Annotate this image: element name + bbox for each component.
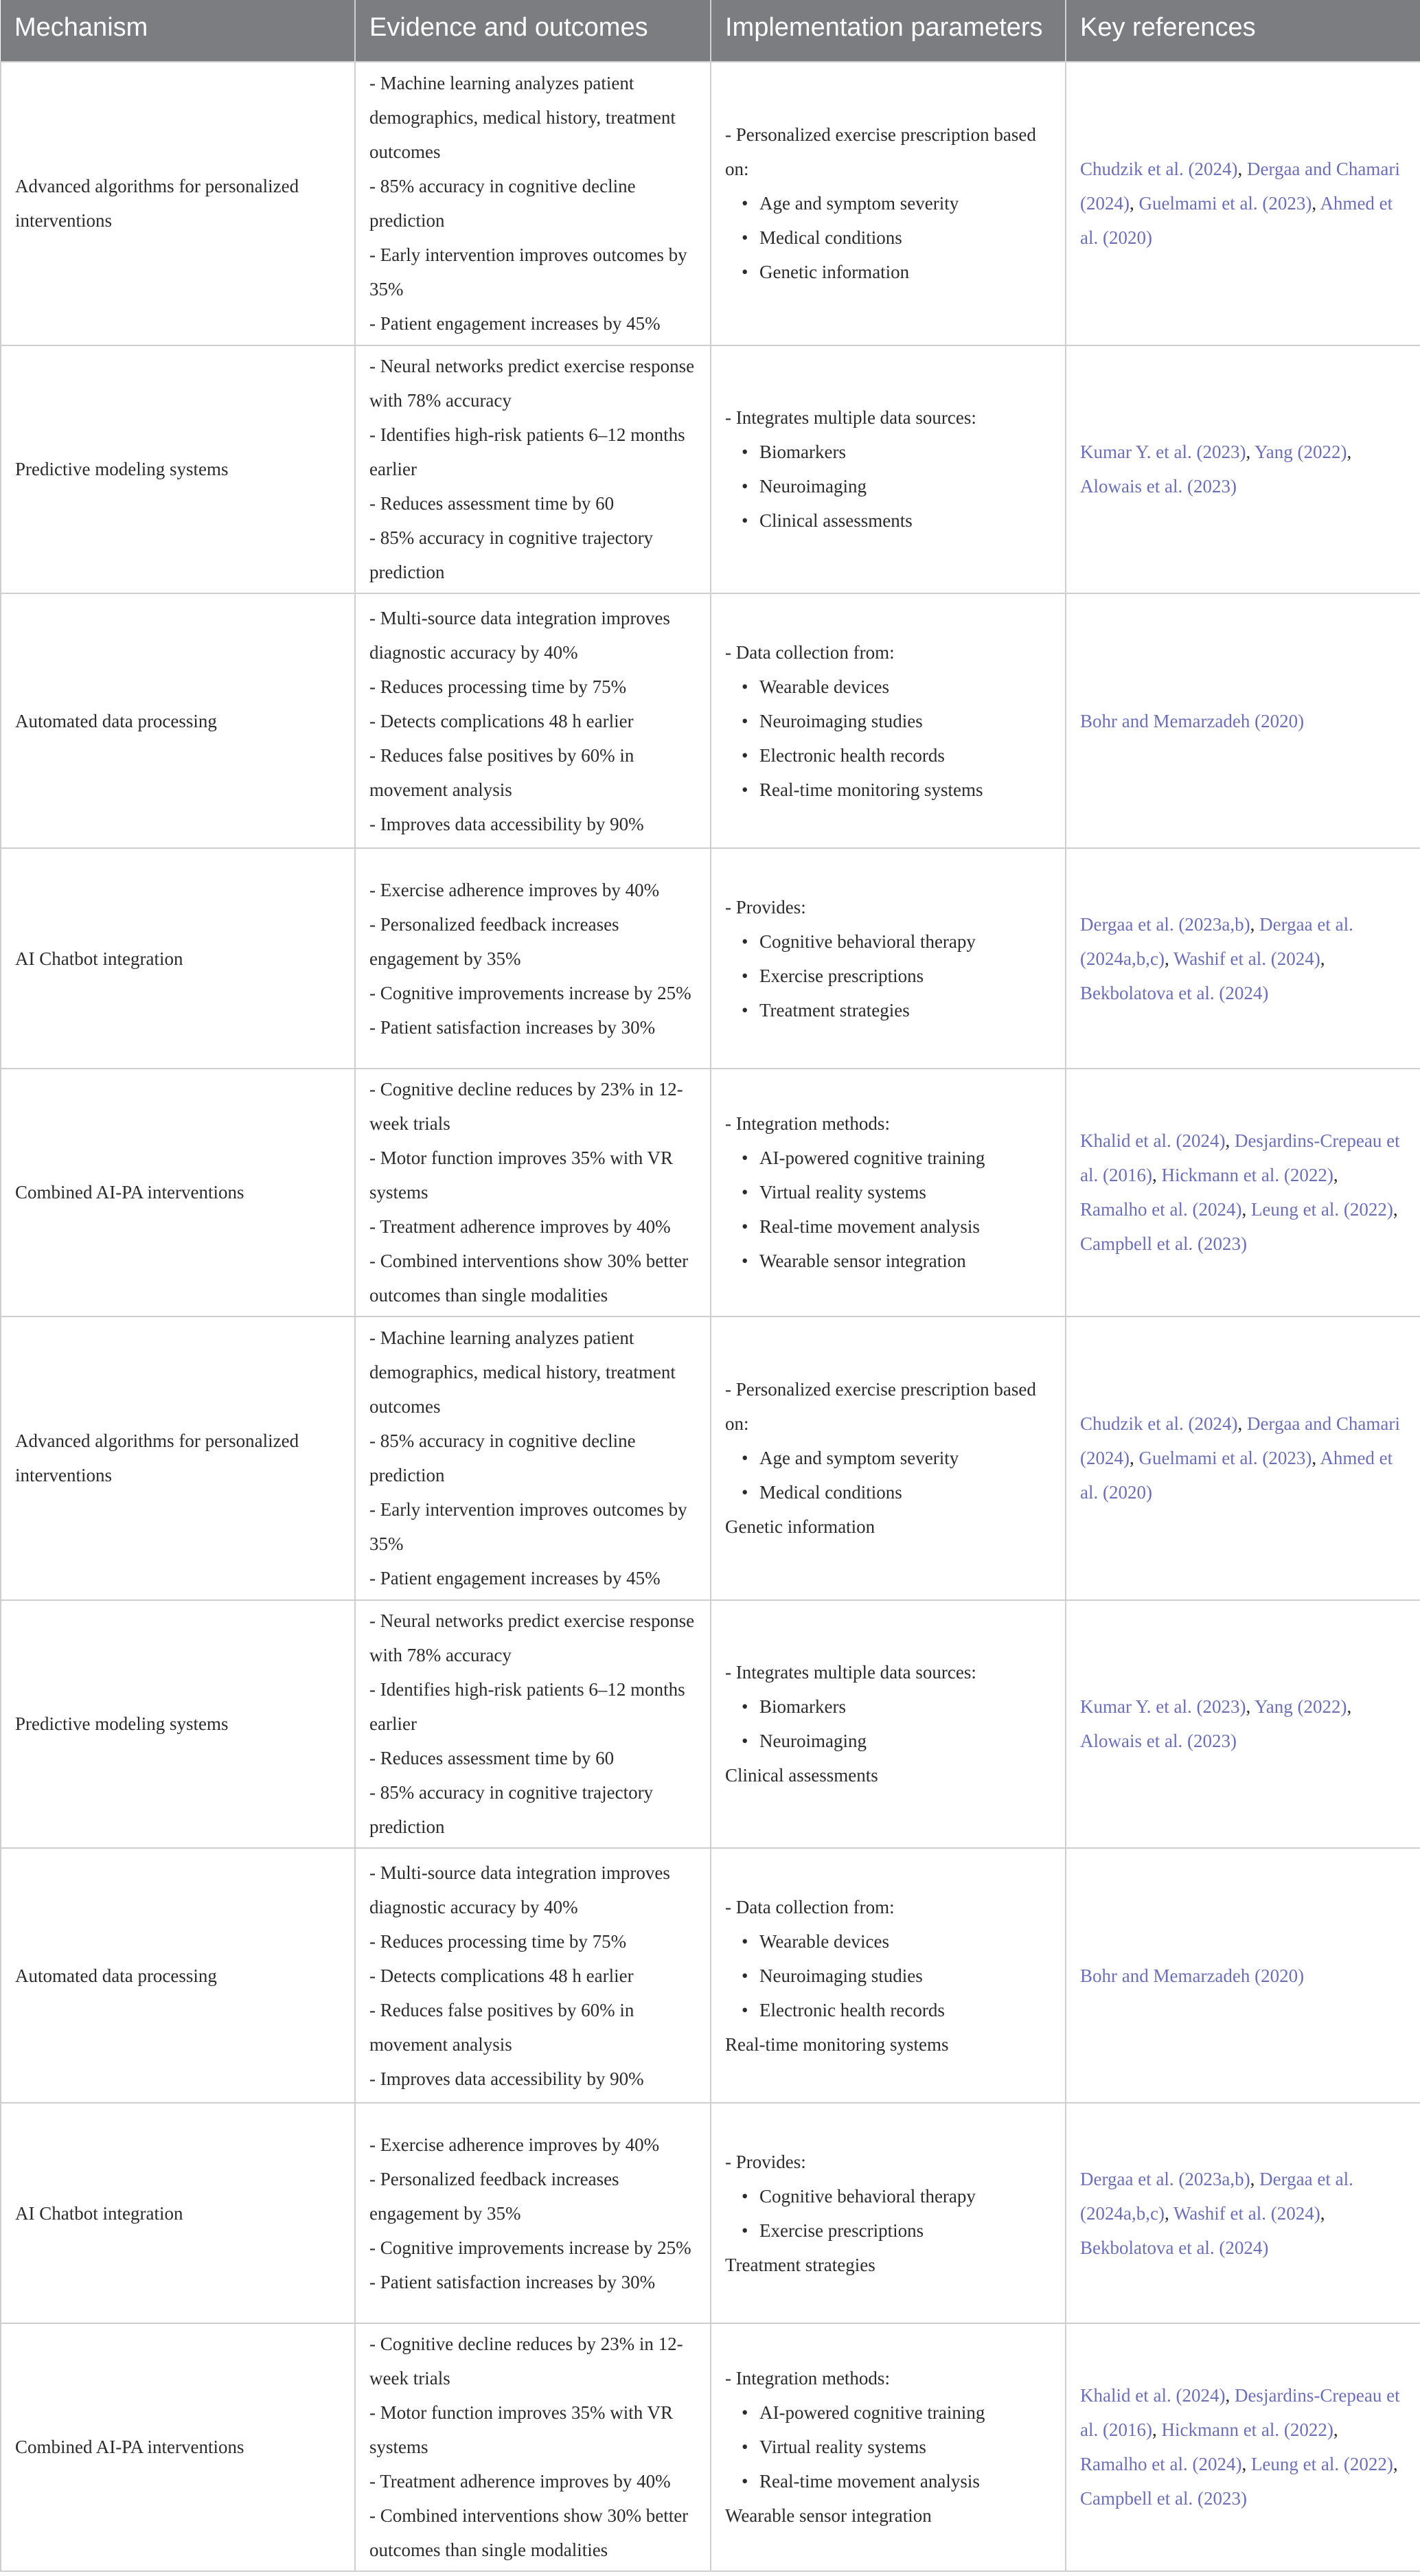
table-row [1, 1317, 1420, 1600]
implementation-list [725, 186, 1051, 289]
implementation-bullet: • Cognitive behavioral therapy [742, 924, 1051, 959]
evidence-line: - Combined interventions show 30% better outcomes than single modalities [369, 2505, 689, 2561]
implementation-bullet: • Age and symptom severity [742, 186, 1051, 220]
references-cell [1066, 62, 1420, 345]
mechanism-cell: Combined AI-PA interventions [1, 2323, 355, 2571]
implementation-bullet: • Virtual reality systems [742, 2430, 1051, 2464]
reference-separator: , [1250, 913, 1260, 935]
reference-link[interactable]: Dergaa et al. (2023a,b) [1080, 2168, 1250, 2189]
evidence-cell [355, 1317, 711, 1600]
reference-separator: , [1152, 2419, 1162, 2441]
reference-link[interactable]: Leung et al. (2022) [1250, 2454, 1393, 2475]
implementation-tail: Clinical assessments [725, 1765, 878, 1786]
reference-separator: , [1246, 1696, 1255, 1718]
evidence-cell [355, 62, 711, 345]
evidence-line: - Patient satisfaction increases by 30% [369, 2271, 656, 2292]
implementation-bullet: • Age and symptom severity [742, 1441, 1051, 1475]
reference-link[interactable]: Ahmed et al. (2020) [1080, 193, 1393, 249]
evidence-line: - Exercise adherence improves by 40% [369, 879, 660, 900]
evidence-line: - Combined interventions show 30% better outcomes than single modalities [369, 1251, 689, 1306]
table-row [1, 2103, 1420, 2323]
evidence-line: - Patient engagement increases by 45% [369, 313, 661, 334]
reference-link[interactable]: Bohr and Memarzadeh (2020) [1080, 710, 1305, 731]
implementation-bullet: • Wearable devices [742, 1924, 1051, 1959]
reference-separator: , [1393, 2454, 1398, 2475]
evidence-line: - Early intervention improves outcomes by 35% [369, 1499, 687, 1555]
table-row [1, 2323, 1420, 2571]
evidence-line: - Identifies high-risk patients 6–12 months earlier [369, 1679, 685, 1735]
implementation-bullet: • AI-powered cognitive training [742, 2395, 1051, 2430]
evidence-cell [355, 1069, 711, 1317]
evidence-line: - Cognitive improvements increase by 25% [369, 982, 691, 1003]
reference-separator: , [1241, 1199, 1251, 1220]
implementation-list [725, 435, 1051, 538]
implementation-intro: - Integration methods: [725, 1113, 890, 1135]
reference-separator: , [1237, 1413, 1247, 1435]
implementation-tail: Wearable sensor integration [725, 2505, 932, 2527]
implementation-bullet: • Biomarkers [742, 435, 1051, 469]
implementation-bullet: • Treatment strategies [742, 993, 1051, 1027]
reference-link[interactable]: Yang (2022) [1254, 442, 1347, 463]
reference-separator: , [1225, 2385, 1235, 2406]
implementation-tail: Genetic information [725, 1516, 875, 1538]
reference-link[interactable]: Campbell et al. (2023) [1080, 1233, 1247, 1255]
reference-link[interactable]: Alowais et al. (2023) [1080, 1731, 1237, 1752]
implementation-intro: - Personalized exercise prescription based on: [725, 1379, 1036, 1435]
implementation-cell [711, 593, 1066, 849]
reference-link[interactable]: Khalid et al. (2024) [1080, 2385, 1226, 2406]
implementation-intro: - Provides: [725, 896, 806, 917]
reference-separator: , [1241, 2454, 1251, 2475]
reference-link[interactable]: Bekbolatova et al. (2024) [1080, 982, 1269, 1003]
evidence-line: - 85% accuracy in cognitive decline prediction [369, 176, 636, 231]
reference-link[interactable]: Hickmann et al. (2022) [1161, 2419, 1333, 2441]
reference-link[interactable]: Desjardins-Crepeau et al. (2016) [1080, 2385, 1400, 2441]
reference-link[interactable]: Yang (2022) [1254, 1696, 1347, 1718]
implementation-list [725, 670, 1051, 807]
implementation-cell [711, 2103, 1066, 2323]
implementation-cell [711, 1848, 1066, 2104]
evidence-line: - Exercise adherence improves by 40% [369, 2134, 660, 2155]
header-references: Key references [1066, 0, 1420, 62]
evidence-cell [355, 1600, 711, 1848]
evidence-line: - Identifies high-risk patients 6–12 months earlier [369, 424, 685, 480]
implementation-intro: - Personalized exercise prescription based on: [725, 124, 1036, 180]
table-body [1, 62, 1420, 2571]
mechanism-cell: Predictive modeling systems [1, 1600, 355, 1848]
references-cell [1066, 1069, 1420, 1317]
reference-link[interactable]: Dergaa et al. (2024a,b,c) [1080, 2168, 1353, 2224]
implementation-bullet: • Neuroimaging studies [742, 1959, 1051, 1993]
reference-separator: , [1152, 1165, 1162, 1186]
evidence-line: - 85% accuracy in cognitive decline prediction [369, 1431, 636, 1486]
reference-separator: , [1347, 1696, 1352, 1718]
reference-separator: , [1225, 1130, 1235, 1152]
evidence-line: - Patient engagement increases by 45% [369, 1568, 661, 1589]
references-cell [1066, 1848, 1420, 2104]
evidence-cell [355, 593, 711, 849]
reference-link[interactable]: Washif et al. (2024) [1173, 948, 1320, 969]
implementation-cell [711, 848, 1066, 1068]
implementation-bullet: • Wearable sensor integration [742, 1244, 1051, 1278]
references-cell [1066, 345, 1420, 593]
reference-link[interactable]: Dergaa et al. (2023a,b) [1080, 913, 1250, 935]
evidence-line: - Patient satisfaction increases by 30% [369, 1016, 656, 1038]
implementation-list [725, 2395, 1051, 2498]
implementation-intro: - Data collection from: [725, 1896, 895, 1917]
implementation-cell [711, 345, 1066, 593]
reference-link[interactable]: Kumar Y. et al. (2023) [1080, 1696, 1246, 1718]
reference-link[interactable]: Chudzik et al. (2024) [1080, 159, 1238, 180]
reference-link[interactable]: Alowais et al. (2023) [1080, 476, 1237, 497]
evidence-line: - Motor function improves 35% with VR systems [369, 2402, 673, 2458]
reference-link[interactable]: Kumar Y. et al. (2023) [1080, 442, 1246, 463]
evidence-line: - Cognitive improvements increase by 25% [369, 2237, 691, 2258]
reference-link[interactable]: Dergaa and Chamari (2024) [1080, 1413, 1400, 1469]
reference-separator: , [1312, 193, 1320, 214]
implementation-list [725, 1141, 1051, 1278]
implementation-bullet: • Real-time movement analysis [742, 1209, 1051, 1244]
implementation-bullet: • Wearable devices [742, 670, 1051, 704]
reference-separator: , [1129, 193, 1139, 214]
reference-link[interactable]: Leung et al. (2022) [1250, 1199, 1393, 1220]
reference-separator: , [1393, 1199, 1398, 1220]
reference-separator: , [1250, 2168, 1260, 2189]
evidence-line: - Neural networks predict exercise response with 78% accuracy [369, 356, 695, 411]
reference-link[interactable]: Ramalho et al. (2024) [1080, 2454, 1242, 2475]
implementation-tail: Treatment strategies [725, 2254, 875, 2275]
evidence-line: - Reduces assessment time by 60 [369, 1748, 615, 1769]
evidence-cell [355, 1848, 711, 2104]
evidence-line: - Reduces false positives by 60% in movement analysis [369, 744, 634, 800]
evidence-cell [355, 2323, 711, 2571]
implementation-bullet: • Neuroimaging [742, 1724, 1051, 1758]
reference-link[interactable]: Khalid et al. (2024) [1080, 1130, 1226, 1152]
implementation-bullet: • Real-time movement analysis [742, 2464, 1051, 2498]
reference-separator: , [1164, 2202, 1173, 2224]
reference-link[interactable]: Campbell et al. (2023) [1080, 2488, 1247, 2509]
implementation-bullet: • Medical conditions [742, 220, 1051, 255]
evidence-line: - Detects complications 48 h earlier [369, 710, 634, 731]
implementation-cell [711, 1069, 1066, 1317]
implementation-cell [711, 2323, 1066, 2571]
implementation-list [725, 924, 1051, 1027]
references-cell [1066, 848, 1420, 1068]
evidence-line: - Motor function improves 35% with VR systems [369, 1148, 673, 1203]
implementation-list [725, 1689, 1051, 1758]
mechanism-cell: Predictive modeling systems [1, 345, 355, 593]
evidence-line: - Neural networks predict exercise response with 78% accuracy [369, 1610, 695, 1666]
references-cell [1066, 1600, 1420, 1848]
implementation-intro: - Integration methods: [725, 2368, 890, 2389]
implementation-intro: - Integrates multiple data sources: [725, 1662, 976, 1683]
reference-link[interactable]: Dergaa and Chamari (2024) [1080, 159, 1400, 214]
implementation-cell [711, 1317, 1066, 1600]
implementation-cell [711, 1600, 1066, 1848]
implementation-bullet: • Electronic health records [742, 738, 1051, 773]
reference-link[interactable]: Guelmami et al. (2023) [1138, 193, 1312, 214]
references-cell [1066, 1317, 1420, 1600]
mechanism-cell: Advanced algorithms for personalized interventions [1, 1317, 355, 1600]
implementation-bullet: • Exercise prescriptions [742, 959, 1051, 993]
table-row [1, 1848, 1420, 2104]
reference-separator: , [1164, 948, 1173, 969]
reference-separator: , [1320, 948, 1325, 969]
reference-link[interactable]: Guelmami et al. (2023) [1138, 1448, 1312, 1469]
references-cell [1066, 2323, 1420, 2571]
evidence-line: - Reduces assessment time by 60 [369, 493, 615, 514]
mechanism-cell: Automated data processing [1, 1848, 355, 2104]
table-header [1, 0, 1420, 62]
evidence-line: - Improves data accessibility by 90% [369, 2068, 644, 2089]
evidence-cell [355, 2103, 711, 2323]
reference-link[interactable]: Desjardins-Crepeau et al. (2016) [1080, 1130, 1400, 1186]
reference-link[interactable]: Chudzik et al. (2024) [1080, 1413, 1238, 1435]
reference-separator: , [1129, 1448, 1139, 1469]
implementation-list [725, 1924, 1051, 2027]
reference-separator: , [1237, 159, 1247, 180]
implementation-bullet: • Clinical assessments [742, 503, 1051, 538]
mechanism-cell: Automated data processing [1, 593, 355, 849]
evidence-line: - Treatment adherence improves by 40% [369, 1216, 671, 1238]
evidence-line: - Treatment adherence improves by 40% [369, 2471, 671, 2492]
evidence-line: - Personalized feedback increases engagement by 35% [369, 913, 619, 969]
reference-link[interactable]: Ramalho et al. (2024) [1080, 1199, 1242, 1220]
reference-separator: , [1312, 1448, 1320, 1469]
evidence-line: - Multi-source data integration improves diagnostic accuracy by 40% [369, 607, 670, 663]
evidence-line: - Reduces processing time by 75% [369, 1930, 627, 1952]
reference-separator: , [1333, 2419, 1338, 2441]
table-row [1, 62, 1420, 345]
implementation-intro: - Data collection from: [725, 641, 895, 663]
implementation-bullet: • Exercise prescriptions [742, 2213, 1051, 2248]
implementation-tail: Real-time monitoring systems [725, 2033, 949, 2055]
table-row [1, 1600, 1420, 1848]
evidence-line: - Reduces processing time by 75% [369, 676, 627, 697]
implementation-bullet: • Medical conditions [742, 1475, 1051, 1509]
reference-separator: , [1333, 1165, 1338, 1186]
evidence-line: - Reduces false positives by 60% in movement analysis [369, 1999, 634, 2055]
implementation-list [725, 2179, 1051, 2248]
reference-link[interactable]: Bekbolatova et al. (2024) [1080, 2237, 1269, 2258]
reference-separator: , [1246, 442, 1255, 463]
table-row [1, 593, 1420, 849]
evidence-line: - Personalized feedback increases engagement by 35% [369, 2168, 619, 2224]
reference-link[interactable]: Bohr and Memarzadeh (2020) [1080, 1965, 1305, 1986]
reference-separator: , [1320, 2202, 1325, 2224]
mechanism-cell: AI Chatbot integration [1, 2103, 355, 2323]
implementation-bullet: • Neuroimaging studies [742, 704, 1051, 738]
reference-link[interactable]: Ahmed et al. (2020) [1080, 1448, 1393, 1503]
implementation-bullet: • Real-time monitoring systems [742, 773, 1051, 807]
mechanism-cell: Advanced algorithms for personalized interventions [1, 62, 355, 345]
implementation-bullet: • Neuroimaging [742, 469, 1051, 503]
table-row [1, 345, 1420, 593]
evidence-line: - Machine learning analyzes patient demographics, medical history, treatment outcomes [369, 1327, 676, 1417]
implementation-bullet: • Virtual reality systems [742, 1175, 1051, 1209]
references-cell [1066, 2103, 1420, 2323]
reference-link[interactable]: Washif et al. (2024) [1173, 2202, 1320, 2224]
evidence-line: - 85% accuracy in cognitive trajectory prediction [369, 527, 654, 583]
table-row [1, 848, 1420, 1068]
implementation-bullet: • Biomarkers [742, 1689, 1051, 1724]
evidence-line: - Cognitive decline reduces by 23% in 12-week trials [369, 2334, 683, 2389]
reference-link[interactable]: Hickmann et al. (2022) [1161, 1165, 1333, 1186]
evidence-line: - Detects complications 48 h earlier [369, 1965, 634, 1986]
evidence-line: - Machine learning analyzes patient demographics, medical history, treatment outcomes [369, 73, 676, 163]
mechanism-cell: Combined AI-PA interventions [1, 1069, 355, 1317]
implementation-bullet: • Electronic health records [742, 1993, 1051, 2027]
reference-link[interactable]: Dergaa et al. (2024a,b,c) [1080, 913, 1353, 969]
evidence-line: - Multi-source data integration improves diagnostic accuracy by 40% [369, 1862, 670, 1917]
reference-separator: , [1347, 442, 1352, 463]
mechanism-cell: AI Chatbot integration [1, 848, 355, 1068]
header-implementation: Implementation parameters [711, 0, 1066, 62]
implementation-bullet: • Cognitive behavioral therapy [742, 2179, 1051, 2213]
header-evidence: Evidence and outcomes [355, 0, 711, 62]
evidence-cell [355, 345, 711, 593]
references-cell [1066, 593, 1420, 849]
implementation-bullet: • AI-powered cognitive training [742, 1141, 1051, 1175]
header-mechanism: Mechanism [1, 0, 355, 62]
implementation-intro: - Integrates multiple data sources: [725, 407, 976, 429]
evidence-line: - Improves data accessibility by 90% [369, 813, 644, 834]
implementation-list [725, 1441, 1051, 1509]
evidence-line: - Cognitive decline reduces by 23% in 12-week trials [369, 1079, 683, 1135]
implementation-bullet: • Genetic information [742, 255, 1051, 289]
evidence-cell [355, 848, 711, 1068]
implementation-cell [711, 62, 1066, 345]
evidence-line: - Early intervention improves outcomes by 35% [369, 244, 687, 300]
evidence-line: - 85% accuracy in cognitive trajectory prediction [369, 1782, 654, 1838]
table-row [1, 1069, 1420, 1317]
implementation-intro: - Provides: [725, 2151, 806, 2172]
